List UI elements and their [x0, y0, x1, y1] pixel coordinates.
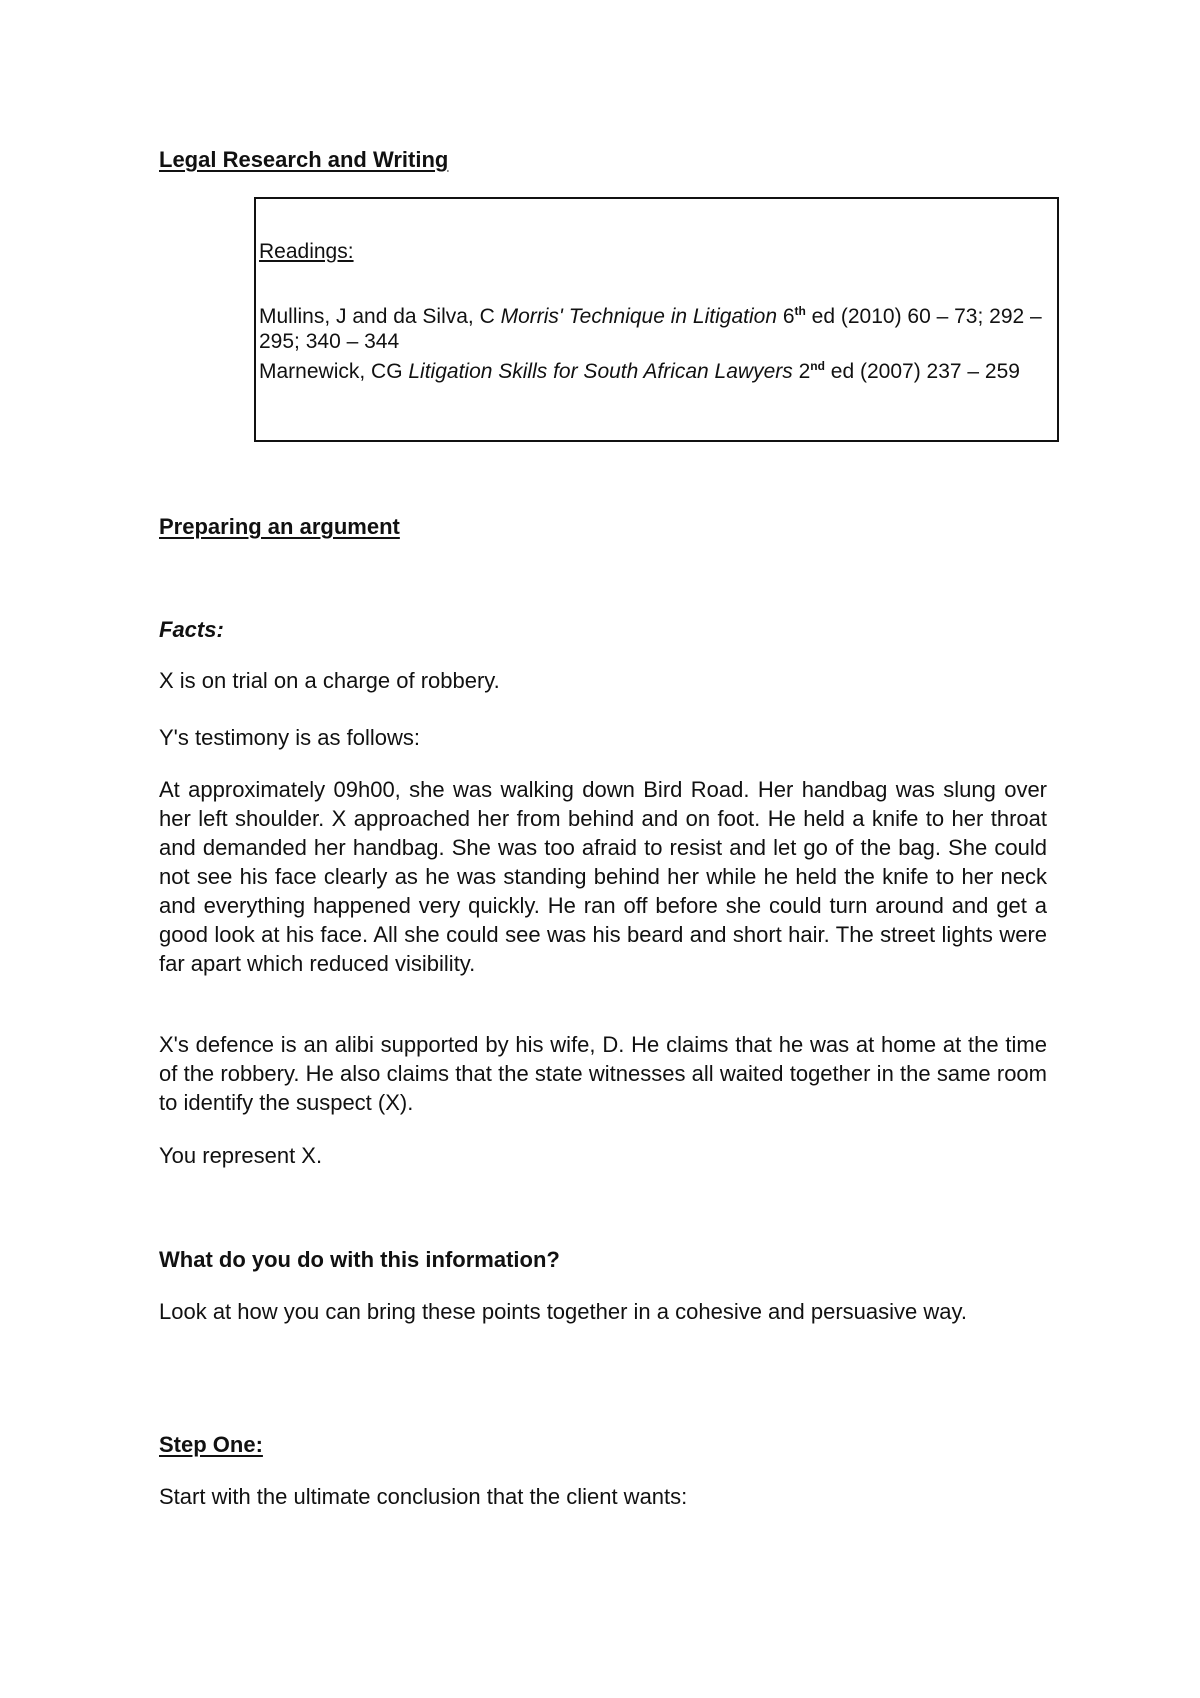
reading-entry-1	[259, 304, 1051, 354]
reading-edition-sup: th	[794, 304, 806, 318]
facts-heading: Facts:	[159, 617, 224, 642]
document-title: Legal Research and Writing	[159, 147, 449, 172]
testimony-paragraph: At approximately 09h00, she was walking down Bird Road. Her handbag was slung over her left shoulder. X approached her from behind and on foot. He held a knife to her throat and demanded her handbag. She was too afraid to resist and let go of the bag. She could not see his face clearly as he was standing behind her while he held the knife to her neck and everything happened very quickly. He ran off before she could turn around and get a good look at his face. All she could see was his beard and short hair. The street lights were far apart which reduced visibility.	[159, 777, 1047, 976]
facts-paragraph: You represent X.	[159, 1143, 323, 1168]
reading-citation: ed (2007) 237 – 259	[824, 360, 1020, 383]
reading-work: Morris' Technique in Litigation	[500, 305, 777, 328]
question-paragraph: Look at how you can bring these points together in a cohesive and persuasive way.	[159, 1299, 967, 1324]
reading-authors: Mullins, J and da Silva, C	[259, 305, 501, 328]
facts-paragraph: Y's testimony is as follows:	[159, 725, 420, 750]
facts-paragraph: X is on trial on a charge of robbery.	[159, 668, 500, 693]
reading-edition-num: 6	[777, 305, 795, 328]
reading-authors: Marnewick, CG	[259, 360, 409, 383]
step-paragraph: Start with the ultimate conclusion that the client wants:	[159, 1484, 688, 1509]
reading-citation: ed (2010) 60 – 73; 292 – 295; 340 – 344	[259, 305, 1042, 353]
question-heading: What do you do with this information?	[159, 1247, 560, 1272]
reading-edition-sup: nd	[810, 359, 825, 373]
reading-work: Litigation Skills for South African Lawyers	[408, 360, 793, 383]
readings-box	[254, 197, 1059, 442]
readings-label: Readings:	[259, 240, 354, 263]
defence-paragraph: X's defence is an alibi supported by his wife, D. He claims that he was at home at the time of the robbery. He also claims that the state witnesses all waited together in the same room to identify the suspect (X).	[159, 1032, 1047, 1115]
step-heading: Step One:	[159, 1432, 263, 1457]
reading-entry-2	[259, 359, 1051, 384]
reading-edition-num: 2	[792, 360, 811, 383]
section-heading: Preparing an argument	[159, 514, 400, 539]
